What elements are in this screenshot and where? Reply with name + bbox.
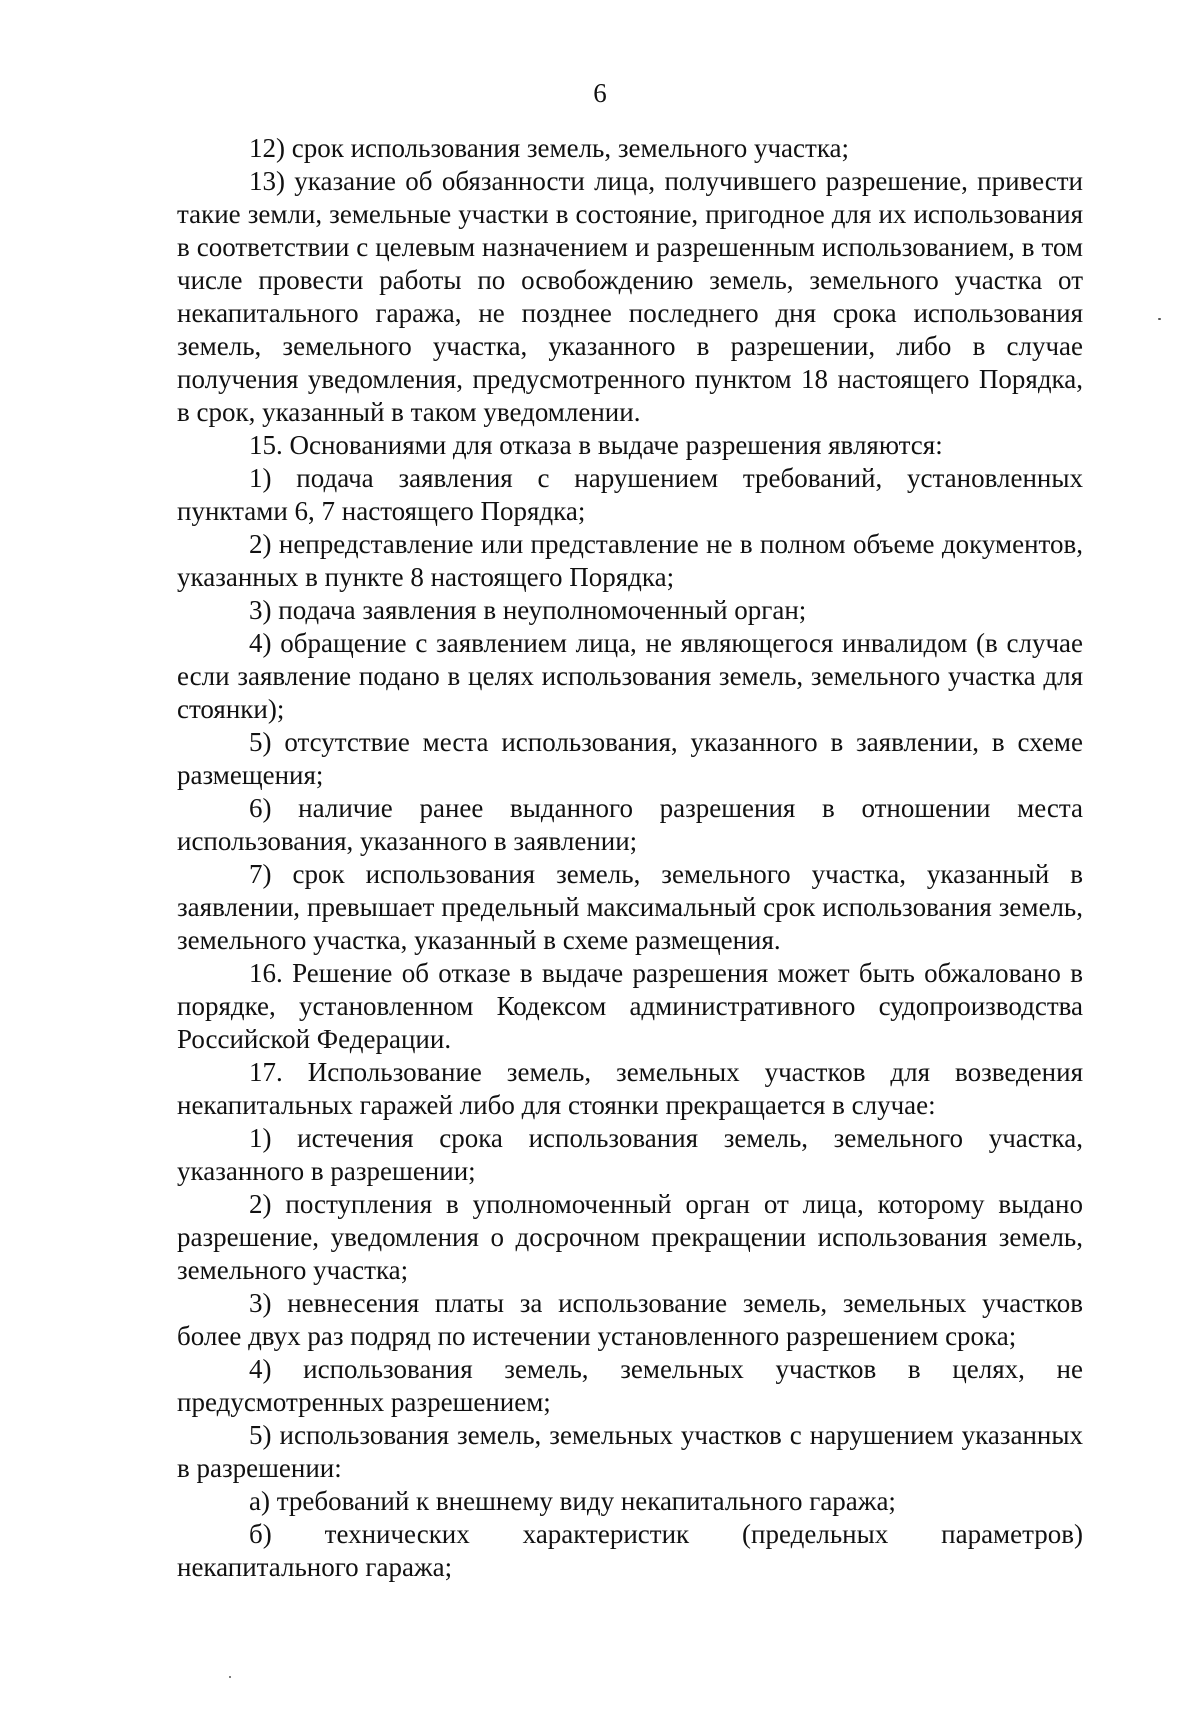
- paragraph-17-item-1: 1) истечения срока использования земель, земельного участка, указанного в разрешении;: [177, 1123, 1083, 1186]
- scan-speck: [229, 1676, 231, 1678]
- document-body: [177, 132, 1083, 1584]
- paragraph-17-item-5b: б) технических характеристик (предельных параметров) некапитального гаража;: [177, 1519, 1083, 1582]
- paragraph-section-15: 15. Основаниями для отказа в выдаче разрешения являются:: [249, 430, 943, 460]
- paragraph-15-item-3: 3) подача заявления в неуполномоченный орган;: [249, 595, 807, 625]
- paragraph-15-item-2: 2) непредставление или представление не в полном объеме документов, указанных в пункте 8 настоящего Порядка;: [177, 529, 1083, 592]
- paragraph-17-item-3: 3) невнесения платы за использование земель, земельных участков более двух раз подряд по истечении установленного разрешением срока;: [177, 1288, 1083, 1351]
- paragraph-17-item-5: 5) использования земель, земельных участков с нарушением указанных в разрешении:: [177, 1420, 1083, 1483]
- paragraph-15-item-5: 5) отсутствие места использования, указанного в заявлении, в схеме размещения;: [177, 727, 1083, 790]
- paragraph-item-12: 12) срок использования земель, земельного участка;: [249, 133, 850, 163]
- page-number: 6: [593, 78, 607, 108]
- paragraph-17-item-4: 4) использования земель, земельных участков в целях, не предусмотренных разрешением;: [177, 1354, 1083, 1417]
- paragraph-15-item-7: 7) срок использования земель, земельного участка, указанный в заявлении, превышает предельный максимальный срок использования земель, земельного участка, указанный в схеме размещения.: [177, 859, 1083, 955]
- paragraph-section-17: 17. Использование земель, земельных участков для возведения некапитальных гаражей либо для стоянки прекращается в случае:: [177, 1057, 1083, 1120]
- paragraph-section-16: 16. Решение об отказе в выдаче разрешения может быть обжаловано в порядке, установленном Кодексом административного судопроизводства Российской Федерации.: [177, 958, 1083, 1054]
- paragraph-17-item-2: 2) поступления в уполномоченный орган от лица, которому выдано разрешение, уведомления о досрочном прекращении использования земель, земельного участка;: [177, 1189, 1083, 1285]
- paragraph-15-item-1: 1) подача заявления с нарушением требований, установленных пунктами 6, 7 настоящего Порядка;: [177, 463, 1083, 526]
- paragraph-15-item-6: 6) наличие ранее выданного разрешения в отношении места использования, указанного в заявлении;: [177, 793, 1083, 856]
- paragraph-17-item-5a: а) требований к внешнему виду некапитального гаража;: [249, 1486, 896, 1516]
- paragraph-15-item-4: 4) обращение с заявлением лица, не являющегося инвалидом (в случае если заявление подано в целях использования земель, земельного участка для стоянки);: [177, 628, 1083, 724]
- scan-speck: [1158, 318, 1161, 320]
- paragraph-item-13: 13) указание об обязанности лица, получившего разрешение, привести такие земли, земельные участки в состояние, пригодное для их использования в соответствии с целевым назначением и разрешенным использованием, в том числе провести работы по освобождению земель, земельного участка от некапитального гаража, не позднее последнего дня срока использования земель, земельного участка, указанного в разрешении, либо в случае получения уведомления, предусмотренного пунктом 18 настоящего Порядка, в срок, указанный в таком уведомлении.: [177, 166, 1083, 427]
